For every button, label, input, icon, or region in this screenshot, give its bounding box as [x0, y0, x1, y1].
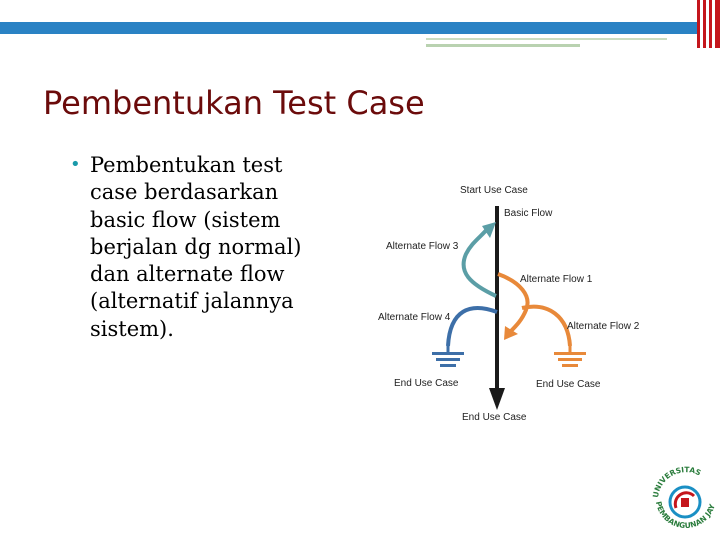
label-end-use-case-bottom: End Use Case [462, 412, 527, 423]
label-start-use-case: Start Use Case [460, 185, 528, 196]
label-alternate-flow-2: Alternate Flow 2 [567, 321, 640, 332]
slide-title: Pembentukan Test Case [43, 84, 425, 122]
header-underline [426, 38, 667, 40]
bullet-item: Pembentukan test case berdasarkan basic flow (sistem berjalan dg normal) dan alternate flow (alternatif jalannya sistem). [90, 153, 302, 341]
university-logo [646, 458, 720, 540]
label-alternate-flow-1: Alternate Flow 1 [520, 274, 593, 285]
svg-text:UNIVERSITAS [651, 465, 703, 498]
alt-flow-4-path [448, 308, 497, 346]
label-alternate-flow-3: Alternate Flow 3 [386, 241, 459, 252]
flow-diagram [370, 176, 660, 428]
label-end-use-case-left: End Use Case [394, 378, 459, 389]
alt-flow-3-path [464, 228, 496, 296]
alt-flow-2-ground [554, 352, 586, 367]
bullet-marker: • [70, 154, 81, 175]
alt-flow-2-path [522, 307, 570, 346]
logo-emblem-center [681, 498, 689, 507]
header-bar-red [697, 0, 720, 48]
basic-flow-arrowhead [489, 388, 505, 410]
logo-text-bottom: PEMBANGUNAN JAY [653, 500, 717, 531]
bullet-list [70, 152, 320, 343]
header-underline-short [426, 44, 580, 47]
label-basic-flow: Basic Flow [504, 208, 553, 219]
header-bar-blue [0, 22, 720, 34]
alt-flow-4-ground [432, 352, 464, 367]
label-end-use-case-right: End Use Case [536, 379, 601, 390]
logo-text-top: UNIVERSITAS [650, 465, 703, 499]
label-alternate-flow-4: Alternate Flow 4 [378, 312, 451, 323]
